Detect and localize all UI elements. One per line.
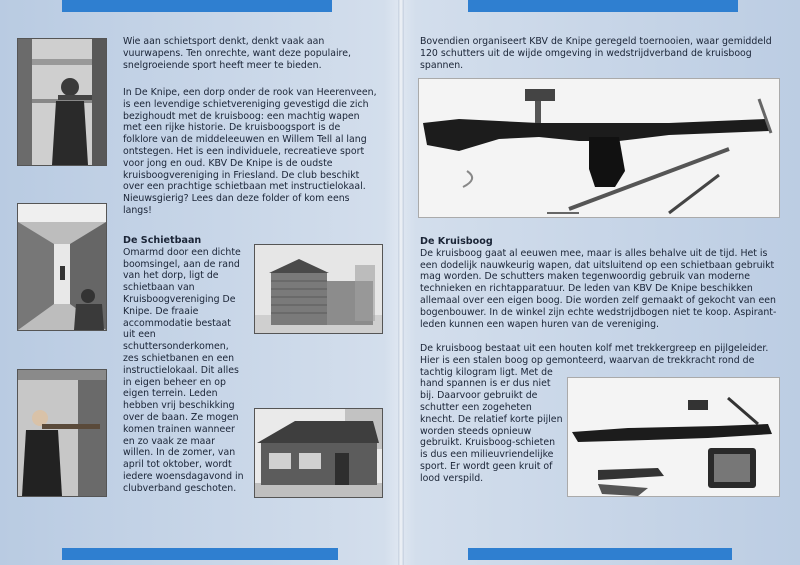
intro-text: Wie aan schietsport denkt, denkt vaak aan vuurwapens. Ten onrechte, want deze populaire, snelgroeiende sport heeft meer te bieden. xyxy=(123,36,351,71)
photo-crossbow-large xyxy=(418,78,780,218)
photo-wooden-shed xyxy=(254,244,383,334)
top-right-bar xyxy=(468,0,738,12)
kruisboog-section xyxy=(420,236,782,330)
schietbaan-heading: De Schietbaan xyxy=(123,235,202,246)
kruisboog-heading: De Kruisboog xyxy=(420,236,493,247)
bestaat-text xyxy=(420,343,782,485)
top-left-bar xyxy=(62,0,332,12)
kruisboog-text: De kruisboog gaat al eeuwen mee, maar is alles behalve uit de tijd. Het is een dodelijk nauwkeurig wapen, dat uitsluitend op een schietbaan gebruikt mag worden. De schutters maken tegenwoordig gebruik van moderne technieken en richtapparatuur. De leden van KBV De Knipe beschikken allemaal over een eigen boog. Die worden zelf gemaakt of gekocht van een bogenbouwer. In de winkel zijn echte wedstrijdbogen niet te koop. Aspirant-leden kunnen een wapen huren van de vereniging. xyxy=(420,247,777,330)
knipe-text: In De Knipe, een dorp onder de rook van Heerenveen, is een levendige schietvereniging gevestigd die zich bezighoudt met de kruisboog: een machtig wapen met een rijke historie. De kruisboogsport is de folklore van de middeleeuwen en Willem Tell al lang ontstegen. Het is een individuele, recreatieve sport voor jong en oud. KBV De Knipe is de oudste kruisboogvereniging in Friesland. De club beschikt over een prachtige schietbaan met instructielokaal. Nieuwsgierig? Lees dan deze folder of kom eens langs! xyxy=(123,87,377,216)
toernooien-text: Bovendien organiseert KBV de Knipe geregeld toernooien, waar gemiddeld 120 schutters uit de wijde omgeving in wedstrijdverband de kruisboog spannen. xyxy=(420,36,772,71)
bestaat-text-full: De kruisboog bestaat uit een houten kolf met trekkergreep en pijlgeleider. Hier is een stalen boog op gemonteerd, waarvan de trekkracht rond de tachtig kilogram ligt. Met de hand spannen is er dus niet bij. Daarvoor gebruikt de schutter een zogeheten knecht. De relatief korte pijlen worden steeds opnieuw gebruikt. Kruisboog-schieten is dus een milieuvriendelijke sport. Er wordt geen kruit of lood verspild. xyxy=(420,343,769,484)
photo-shooter-aiming xyxy=(17,38,107,166)
schietbaan-section xyxy=(123,235,246,495)
bestaat-paragraph xyxy=(420,343,782,537)
bottom-right-bar xyxy=(468,548,732,560)
schietbaan-text: Omarmd door een dichte boomsingel, aan de rand van het dorp, ligt de schietbaan van Kruisboogvereniging De Knipe. De fraaie accommodatie bestaat uit een schuttersonderkomen, zes schietbanen en een instructielokaal. Dit alles in eigen beheer en op eigen terrein. Leden hebben vrij beschikking over de baan. Ze mogen komen trainen wanneer en zo vaak ze maar willen. In de zomer, van april tot oktober, wordt iedere woensdagavond in clubverband geschoten. xyxy=(123,246,244,494)
photo-clubhouse xyxy=(254,408,383,498)
page-fold xyxy=(398,0,404,565)
knipe-paragraph xyxy=(123,87,378,217)
toernooien-paragraph xyxy=(420,36,780,71)
intro-paragraph xyxy=(123,36,378,71)
photo-shooting-lane xyxy=(17,203,107,331)
bottom-left-bar xyxy=(62,548,338,560)
photo-shooter-kneeling xyxy=(17,369,107,497)
